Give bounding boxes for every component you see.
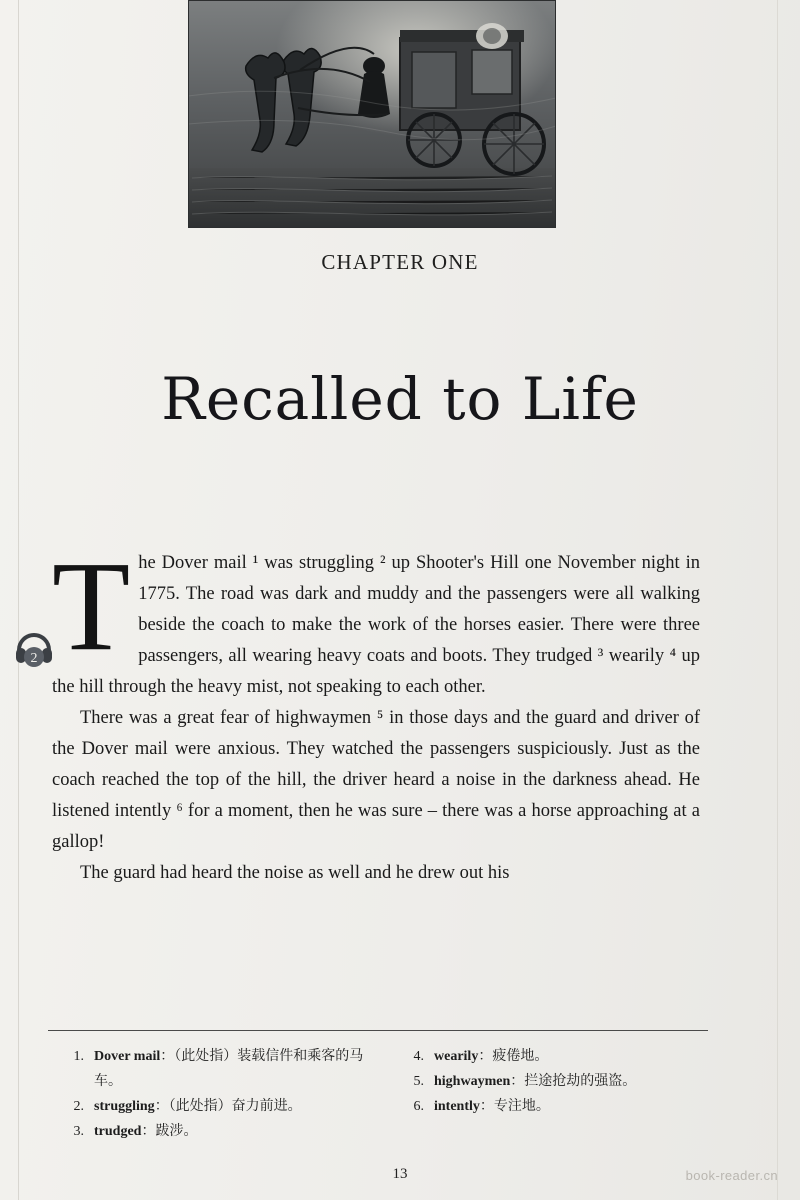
footnote-number: 1.	[73, 1049, 84, 1064]
footnote-item	[64, 1094, 374, 1119]
footnote-separator: ：	[510, 1074, 525, 1089]
footnote-text	[94, 1044, 374, 1094]
footnote-term: trudged	[94, 1124, 142, 1139]
footnote-gloss: 疲倦地。	[492, 1049, 549, 1064]
footnotes-column-right	[404, 1044, 714, 1144]
footnote-text	[434, 1094, 550, 1119]
chapter-body	[52, 535, 700, 889]
footnote-gloss: 拦途抢劫的强盗。	[524, 1074, 637, 1089]
footnote-term: intently	[434, 1099, 480, 1114]
footnote-number: 4.	[413, 1049, 424, 1064]
drop-cap: T	[52, 535, 131, 677]
audio-track-number: 2	[30, 651, 38, 666]
footnote-separator: ：	[479, 1099, 494, 1114]
chapter-label: CHAPTER ONE	[321, 250, 479, 274]
chapter-illustration	[188, 0, 556, 228]
paragraph-1	[52, 535, 700, 703]
footnote-gloss: （此处指）装载信件和乘客的马车。	[94, 1049, 364, 1089]
footnote-item	[64, 1119, 374, 1144]
footnote-term: highwaymen	[434, 1074, 511, 1089]
headphones-icon-glyph	[12, 624, 56, 668]
footnote-text	[434, 1044, 548, 1069]
paragraph-1-text: he Dover mail ¹ was struggling ² up Shooter's Hill one November night in 1775. The road was dark and muddy and the passengers were all walking beside the coach to make the work of the horses easier. There were three passengers, all wearing heavy coats and boots. They trudged ³ wearily ⁴ up the hill through the heavy mist, not speaking to each other.	[52, 553, 700, 697]
watermark: book-reader.cn	[685, 1168, 778, 1183]
paragraph-2: There was a great fear of highwaymen ⁵ in those days and the guard and driver of the Dover mail were anxious. They watched the passengers suspiciously. Just as the coach reached the top of the hill, the driver heard a noise in the darkness ahead. He listened intently ⁶ for a moment, then he was sure – there was a horse approaching at a gallop!	[52, 708, 700, 852]
footnote-number: 6.	[413, 1099, 424, 1114]
footnote-term: wearily	[434, 1049, 479, 1064]
footnote-divider	[48, 1030, 708, 1031]
footnote-gloss: 专注地。	[493, 1099, 550, 1114]
footnote-separator: ：	[141, 1124, 156, 1139]
paragraph-3: The guard had heard the noise as well and he drew out his	[80, 863, 510, 883]
footnote-text	[94, 1094, 302, 1119]
footnote-item	[404, 1044, 714, 1069]
footnote-text	[434, 1069, 636, 1094]
footnote-number: 3.	[73, 1124, 84, 1139]
footnote-text	[94, 1119, 197, 1144]
footnote-item	[404, 1069, 714, 1094]
footnote-separator: ：	[154, 1099, 169, 1114]
coach-illustration-image	[188, 0, 556, 228]
footnote-item	[404, 1094, 714, 1119]
footnote-term: struggling	[94, 1099, 155, 1114]
footnote-separator: ：	[478, 1049, 493, 1064]
page-number: 13	[392, 1166, 408, 1182]
headphones-icon[interactable]	[12, 624, 56, 668]
footnotes	[64, 1044, 714, 1144]
footnotes-column-left	[64, 1044, 374, 1144]
footnote-number: 5.	[413, 1074, 424, 1089]
footnote-item	[64, 1044, 374, 1094]
footnote-number: 2.	[73, 1099, 84, 1114]
footnote-gloss: （此处指）奋力前进。	[168, 1099, 302, 1114]
footnote-gloss: 跋涉。	[155, 1124, 198, 1139]
chapter-title: Recalled to Life	[161, 365, 639, 433]
footnote-separator: ：	[160, 1049, 175, 1064]
footnote-term: Dover mail	[94, 1049, 161, 1064]
